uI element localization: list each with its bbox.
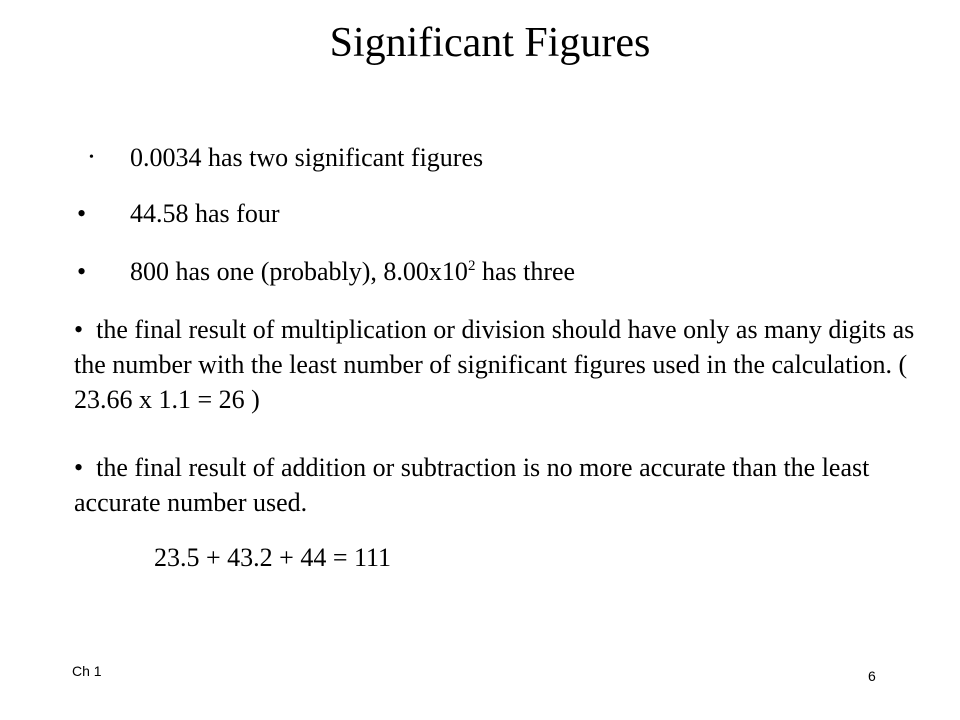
item-addition-rule [74, 450, 924, 520]
item-800-text-end: has three [475, 257, 576, 286]
slide-title: Significant Figures [329, 20, 651, 66]
chapter-label: Ch 1 [72, 663, 102, 679]
bullet-3: • [77, 257, 87, 286]
item-multiplication-text: the final result of multiplication or division should have only as many digits as the number with the least number of significant figures used in the calculation. ( 23.66 x 1.1 = 26 ) [74, 315, 915, 414]
item-multiplication-rule [74, 312, 924, 417]
bullet-1: • [89, 150, 94, 165]
item-800-exponent: 2 [467, 258, 476, 274]
item-addition-text: the final result of addition or subtraction is no more accurate than the least accurate number used. [74, 453, 870, 517]
page-number: 6 [868, 668, 876, 684]
item-800-text: 800 has one (probably), 8.00x10 [130, 257, 468, 286]
bullet-4: • [74, 315, 84, 344]
example-equation: 23.5 + 43.2 + 44 = 111 [154, 543, 392, 572]
item-four-sig-figs: 44.58 has four [130, 199, 280, 228]
bullet-5: • [74, 453, 84, 482]
item-two-sig-figs: 0.0034 has two significant figures [130, 143, 484, 172]
item-800-example [130, 255, 575, 289]
bullet-2: • [77, 199, 87, 228]
